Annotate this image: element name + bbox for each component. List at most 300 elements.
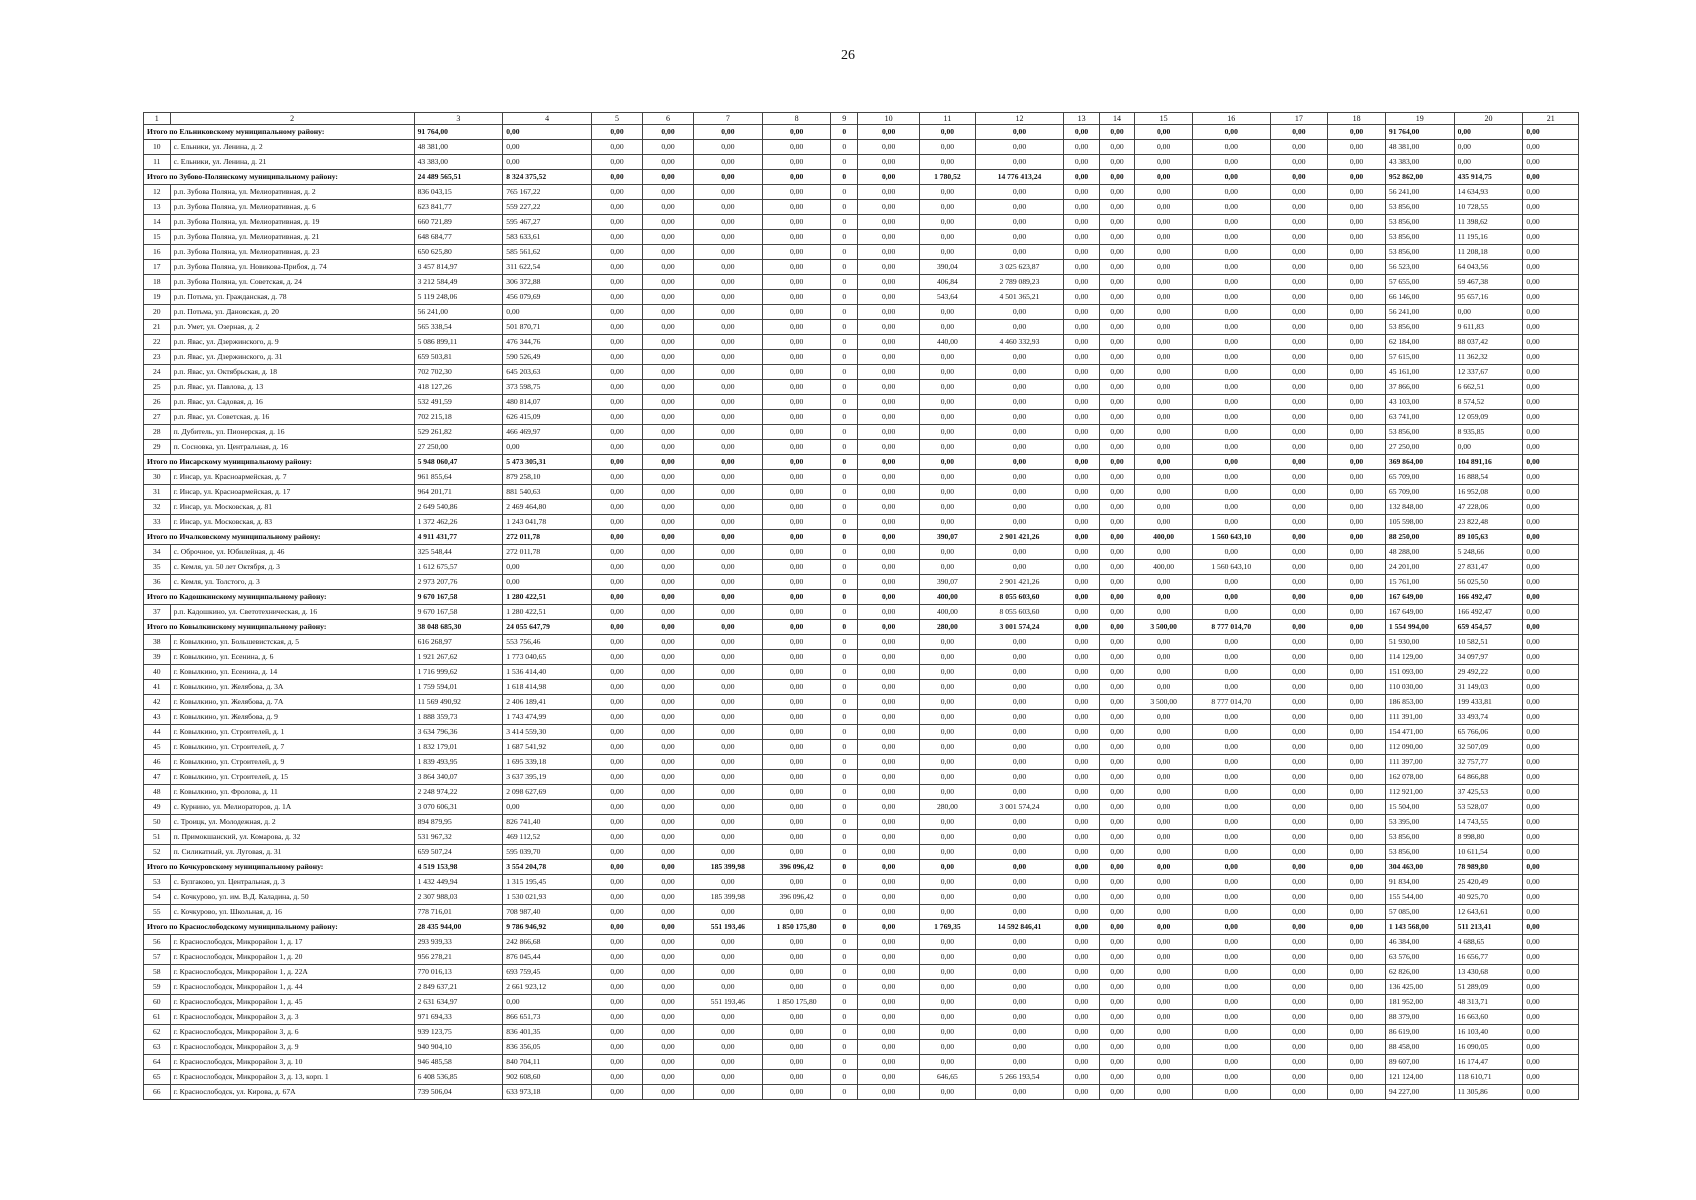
value-cell: 0,00 (762, 410, 831, 425)
value-cell: 0 (831, 740, 858, 755)
value-cell: 532 491,59 (414, 395, 503, 410)
value-cell: 16 888,54 (1454, 470, 1523, 485)
table-row (144, 740, 1579, 755)
value-cell: 0,00 (1270, 155, 1328, 170)
value-cell: 0,00 (1270, 845, 1328, 860)
row-number-cell: 31 (144, 485, 171, 500)
value-cell: 0,00 (642, 515, 693, 530)
value-cell: 0,00 (1099, 665, 1134, 680)
value-cell: 0,00 (693, 515, 762, 530)
value-cell: 14 634,93 (1454, 185, 1523, 200)
value-cell: 0,00 (693, 350, 762, 365)
row-number-cell: 27 (144, 410, 171, 425)
value-cell: 0,00 (920, 1025, 975, 1040)
value-cell: 0,00 (591, 275, 642, 290)
column-number-cell: 18 (1328, 113, 1386, 125)
value-cell: 24 489 565,51 (414, 170, 503, 185)
table-row (144, 470, 1579, 485)
value-cell: 0,00 (858, 245, 920, 260)
value-cell: 0,00 (1135, 320, 1193, 335)
value-cell: 0,00 (1270, 725, 1328, 740)
value-cell: 902 608,60 (503, 1070, 592, 1085)
column-number-cell: 3 (414, 113, 503, 125)
value-cell: 0,00 (591, 140, 642, 155)
value-cell: 0,00 (693, 590, 762, 605)
value-cell: 0,00 (1270, 875, 1328, 890)
row-number-cell: 20 (144, 305, 171, 320)
value-cell: 0,00 (1135, 1040, 1193, 1055)
value-cell: 0,00 (1270, 305, 1328, 320)
value-cell: 971 694,33 (414, 1010, 503, 1025)
value-cell: 0,00 (1192, 410, 1270, 425)
value-cell: 0 (831, 455, 858, 470)
value-cell: 0,00 (920, 815, 975, 830)
value-cell: 0,00 (858, 425, 920, 440)
value-cell: 0,00 (762, 170, 831, 185)
value-cell: 0,00 (1523, 755, 1579, 770)
value-cell: 0,00 (642, 830, 693, 845)
value-cell: 0 (831, 335, 858, 350)
value-cell: 0,00 (1523, 455, 1579, 470)
value-cell: 8 574,52 (1454, 395, 1523, 410)
row-number-cell: 45 (144, 740, 171, 755)
value-cell: 0,00 (1135, 965, 1193, 980)
value-cell: 2 631 634,97 (414, 995, 503, 1010)
table-row (144, 710, 1579, 725)
value-cell: 0,00 (1192, 875, 1270, 890)
value-cell: 0,00 (591, 830, 642, 845)
address-cell: п. Дубитель, ул. Пионерская, д. 16 (170, 425, 414, 440)
value-cell: 6 408 536,85 (414, 1070, 503, 1085)
value-cell: 325 548,44 (414, 545, 503, 560)
value-cell: 0,00 (1064, 830, 1099, 845)
value-cell: 1 921 267,62 (414, 650, 503, 665)
value-cell: 0,00 (1192, 230, 1270, 245)
row-number-cell: 36 (144, 575, 171, 590)
value-cell: 0,00 (975, 995, 1064, 1010)
value-cell: 0,00 (920, 485, 975, 500)
value-cell: 0,00 (1270, 650, 1328, 665)
value-cell: 0,00 (858, 1025, 920, 1040)
value-cell: 0,00 (1192, 365, 1270, 380)
value-cell: 0,00 (762, 830, 831, 845)
row-number-cell: 13 (144, 200, 171, 215)
value-cell: 0,00 (858, 890, 920, 905)
value-cell: 0,00 (1099, 440, 1134, 455)
value-cell: 0,00 (858, 605, 920, 620)
value-cell: 0 (831, 905, 858, 920)
value-cell: 0,00 (1328, 1010, 1386, 1025)
value-cell: 88 379,00 (1385, 1010, 1454, 1025)
value-cell: 0,00 (1099, 815, 1134, 830)
address-cell: с. Троицк, ул. Молодежная, д. 2 (170, 815, 414, 830)
value-cell: 511 213,41 (1454, 920, 1523, 935)
value-cell: 0 (831, 230, 858, 245)
value-cell: 0,00 (762, 665, 831, 680)
value-cell: 0,00 (975, 455, 1064, 470)
value-cell: 11 362,32 (1454, 350, 1523, 365)
value-cell: 0,00 (1064, 965, 1099, 980)
value-cell: 0,00 (975, 185, 1064, 200)
value-cell: 0 (831, 785, 858, 800)
value-cell: 56 241,00 (414, 305, 503, 320)
address-cell: г. Ковылкино, ул. Большевистская, д. 5 (170, 635, 414, 650)
value-cell: 0,00 (1328, 500, 1386, 515)
value-cell: 0,00 (1328, 1070, 1386, 1085)
value-cell: 0,00 (1270, 680, 1328, 695)
value-cell: 0,00 (503, 560, 592, 575)
value-cell: 0,00 (920, 710, 975, 725)
value-cell: 0,00 (693, 305, 762, 320)
value-cell: 0,00 (1270, 485, 1328, 500)
value-cell: 0,00 (1064, 275, 1099, 290)
value-cell: 0 (831, 1025, 858, 1040)
value-cell: 0,00 (762, 260, 831, 275)
value-cell: 0,00 (858, 335, 920, 350)
value-cell: 40 925,70 (1454, 890, 1523, 905)
value-cell: 0,00 (503, 440, 592, 455)
value-cell: 0,00 (1270, 830, 1328, 845)
value-cell: 0,00 (1523, 530, 1579, 545)
value-cell: 0,00 (920, 830, 975, 845)
value-cell: 33 493,74 (1454, 710, 1523, 725)
value-cell: 0,00 (642, 875, 693, 890)
value-cell: 0,00 (1523, 425, 1579, 440)
value-cell: 8 324 375,52 (503, 170, 592, 185)
value-cell: 0,00 (693, 650, 762, 665)
value-cell: 0 (831, 470, 858, 485)
value-cell: 0,00 (591, 245, 642, 260)
table-row (144, 290, 1579, 305)
value-cell: 2 248 974,22 (414, 785, 503, 800)
value-cell: 0,00 (693, 665, 762, 680)
value-cell: 0 (831, 620, 858, 635)
value-cell: 456 079,69 (503, 290, 592, 305)
district-total-label: Итого по Ельниковскому муниципальному району: (144, 125, 415, 140)
value-cell: 0,00 (693, 215, 762, 230)
column-number-cell: 8 (762, 113, 831, 125)
address-cell: с. Кочкурово, ул. Школьная, д. 16 (170, 905, 414, 920)
row-number-cell: 17 (144, 260, 171, 275)
table-row (144, 155, 1579, 170)
value-cell: 0,00 (693, 830, 762, 845)
value-cell: 0,00 (858, 590, 920, 605)
value-cell: 14 743,55 (1454, 815, 1523, 830)
value-cell: 0,00 (975, 875, 1064, 890)
value-cell: 0,00 (762, 560, 831, 575)
value-cell: 0,00 (1064, 800, 1099, 815)
value-cell: 0,00 (1099, 830, 1134, 845)
value-cell: 0,00 (1270, 695, 1328, 710)
value-cell: 0,00 (975, 215, 1064, 230)
value-cell: 0,00 (1523, 1070, 1579, 1085)
value-cell: 0,00 (1135, 905, 1193, 920)
value-cell: 0,00 (1523, 155, 1579, 170)
value-cell: 396 096,42 (762, 890, 831, 905)
value-cell: 0,00 (1454, 125, 1523, 140)
value-cell: 0,00 (1135, 575, 1193, 590)
address-cell: г. Инсар, ул. Московская, д. 83 (170, 515, 414, 530)
address-cell: г. Ковылкино, ул. Строителей, д. 1 (170, 725, 414, 740)
table-row (144, 905, 1579, 920)
value-cell: 0,00 (975, 770, 1064, 785)
value-cell: 0,00 (1099, 515, 1134, 530)
value-cell: 0,00 (693, 530, 762, 545)
column-number-cell: 9 (831, 113, 858, 125)
value-cell: 0 (831, 485, 858, 500)
value-cell: 0,00 (642, 890, 693, 905)
table-row (144, 1055, 1579, 1070)
value-cell: 5 119 248,06 (414, 290, 503, 305)
value-cell: 0,00 (1135, 830, 1193, 845)
value-cell: 0,00 (642, 455, 693, 470)
value-cell: 0,00 (693, 1040, 762, 1055)
address-cell: г. Ковылкино, ул. Строителей, д. 15 (170, 770, 414, 785)
row-number-cell: 38 (144, 635, 171, 650)
value-cell: 0,00 (762, 800, 831, 815)
value-cell: 939 123,75 (414, 1025, 503, 1040)
value-cell: 0,00 (591, 800, 642, 815)
value-cell: 0,00 (1328, 140, 1386, 155)
address-cell: р.п. Зубова Поляна, ул. Советская, д. 24 (170, 275, 414, 290)
value-cell: 0,00 (591, 500, 642, 515)
value-cell: 53 528,07 (1454, 800, 1523, 815)
table-row (144, 965, 1579, 980)
table-row (144, 1040, 1579, 1055)
value-cell: 770 016,13 (414, 965, 503, 980)
value-cell: 0,00 (762, 380, 831, 395)
value-cell: 0,00 (1064, 230, 1099, 245)
table-row (144, 1025, 1579, 1040)
value-cell: 1 372 462,26 (414, 515, 503, 530)
value-cell: 0,00 (1270, 575, 1328, 590)
value-cell: 0,00 (762, 470, 831, 485)
value-cell: 0,00 (1135, 365, 1193, 380)
value-cell: 23 822,48 (1454, 515, 1523, 530)
value-cell: 0,00 (1099, 230, 1134, 245)
value-cell: 0,00 (1270, 710, 1328, 725)
value-cell: 0,00 (858, 665, 920, 680)
value-cell: 151 093,00 (1385, 665, 1454, 680)
value-cell: 0,00 (693, 620, 762, 635)
value-cell: 0,00 (591, 695, 642, 710)
value-cell: 0,00 (1328, 740, 1386, 755)
value-cell: 0,00 (1328, 995, 1386, 1010)
value-cell: 0,00 (642, 620, 693, 635)
value-cell: 0,00 (975, 680, 1064, 695)
value-cell: 0,00 (858, 185, 920, 200)
value-cell: 0,00 (1270, 995, 1328, 1010)
value-cell: 0,00 (1192, 845, 1270, 860)
value-cell: 0,00 (1064, 875, 1099, 890)
value-cell: 0,00 (858, 620, 920, 635)
value-cell: 29 492,22 (1454, 665, 1523, 680)
value-cell: 0,00 (858, 710, 920, 725)
value-cell: 0 (831, 425, 858, 440)
row-number-cell: 43 (144, 710, 171, 725)
value-cell: 166 492,47 (1454, 605, 1523, 620)
value-cell: 0,00 (1523, 590, 1579, 605)
value-cell: 47 228,06 (1454, 500, 1523, 515)
value-cell: 0,00 (1192, 710, 1270, 725)
value-cell: 0,00 (1099, 635, 1134, 650)
value-cell: 0,00 (642, 320, 693, 335)
table-row (144, 545, 1579, 560)
value-cell: 480 814,07 (503, 395, 592, 410)
value-cell: 373 598,75 (503, 380, 592, 395)
row-number-cell: 28 (144, 425, 171, 440)
value-cell: 0,00 (693, 410, 762, 425)
value-cell: 0,00 (762, 335, 831, 350)
value-cell: 0,00 (642, 980, 693, 995)
value-cell: 0,00 (858, 650, 920, 665)
value-cell: 0,00 (1064, 500, 1099, 515)
column-number-cell: 16 (1192, 113, 1270, 125)
row-number-cell: 54 (144, 890, 171, 905)
value-cell: 2 789 089,23 (975, 275, 1064, 290)
value-cell: 0,00 (1523, 905, 1579, 920)
value-cell: 626 415,09 (503, 410, 592, 425)
table-row (144, 950, 1579, 965)
value-cell: 0,00 (1328, 725, 1386, 740)
value-cell: 1 716 999,62 (414, 665, 503, 680)
value-cell: 0,00 (1064, 395, 1099, 410)
value-cell: 0,00 (1328, 1085, 1386, 1100)
value-cell: 62 826,00 (1385, 965, 1454, 980)
address-cell: г. Краснослободск, Микрорайон 3, д. 13, корп. 1 (170, 1070, 414, 1085)
value-cell: 559 227,22 (503, 200, 592, 215)
value-cell: 0,00 (1135, 395, 1193, 410)
value-cell: 0,00 (975, 1085, 1064, 1100)
value-cell: 0,00 (1135, 605, 1193, 620)
value-cell: 0,00 (1523, 575, 1579, 590)
value-cell: 0,00 (762, 245, 831, 260)
value-cell: 48 381,00 (414, 140, 503, 155)
value-cell: 0,00 (1192, 680, 1270, 695)
value-cell: 0,00 (1135, 935, 1193, 950)
value-cell: 0,00 (1135, 755, 1193, 770)
value-cell: 0,00 (1099, 1040, 1134, 1055)
address-cell: г. Краснослободск, Микрорайон 3, д. 3 (170, 1010, 414, 1025)
value-cell: 0,00 (1270, 380, 1328, 395)
value-cell: 0,00 (1270, 1025, 1328, 1040)
value-cell: 0,00 (1454, 440, 1523, 455)
value-cell: 121 124,00 (1385, 1070, 1454, 1085)
value-cell: 8 998,80 (1454, 830, 1523, 845)
row-number-cell: 56 (144, 935, 171, 950)
value-cell: 0,00 (1135, 185, 1193, 200)
value-cell: 311 622,54 (503, 260, 592, 275)
value-cell: 6 662,51 (1454, 380, 1523, 395)
value-cell: 0,00 (1192, 860, 1270, 875)
column-number-cell: 20 (1454, 113, 1523, 125)
table-row (144, 350, 1579, 365)
value-cell: 0,00 (1099, 470, 1134, 485)
value-cell: 0,00 (1192, 605, 1270, 620)
table-row (144, 515, 1579, 530)
value-cell: 53 856,00 (1385, 230, 1454, 245)
value-cell: 0,00 (858, 410, 920, 425)
value-cell: 0,00 (1064, 740, 1099, 755)
value-cell: 0,00 (642, 1055, 693, 1070)
value-cell: 739 506,04 (414, 1085, 503, 1100)
value-cell: 3 001 574,24 (975, 620, 1064, 635)
value-cell: 0,00 (642, 260, 693, 275)
value-cell: 0,00 (1099, 185, 1134, 200)
value-cell: 0,00 (1135, 800, 1193, 815)
value-cell: 0,00 (693, 335, 762, 350)
value-cell: 531 967,32 (414, 830, 503, 845)
value-cell: 0,00 (1064, 710, 1099, 725)
district-total-row (144, 530, 1579, 545)
value-cell: 0,00 (920, 875, 975, 890)
address-cell: г. Ковылкино, ул. Строителей, д. 7 (170, 740, 414, 755)
value-cell: 0,00 (1192, 575, 1270, 590)
value-cell: 0,00 (1328, 185, 1386, 200)
value-cell: 0,00 (503, 575, 592, 590)
value-cell: 0,00 (1192, 1055, 1270, 1070)
value-cell: 765 167,22 (503, 185, 592, 200)
value-cell: 0,00 (1328, 290, 1386, 305)
column-number-cell: 12 (975, 113, 1064, 125)
table-row (144, 1085, 1579, 1100)
value-cell: 0,00 (642, 1010, 693, 1025)
table-row (144, 185, 1579, 200)
value-cell: 0,00 (1064, 785, 1099, 800)
value-cell: 13 430,68 (1454, 965, 1523, 980)
address-cell: с. Оброчное, ул. Юбилейная, д. 46 (170, 545, 414, 560)
value-cell: 118 610,71 (1454, 1070, 1523, 1085)
value-cell: 0,00 (858, 740, 920, 755)
value-cell: 16 090,05 (1454, 1040, 1523, 1055)
value-cell: 0,00 (1064, 155, 1099, 170)
value-cell: 0,00 (503, 125, 592, 140)
value-cell: 0,00 (1270, 245, 1328, 260)
value-cell: 0,00 (1135, 650, 1193, 665)
value-cell: 0,00 (762, 1025, 831, 1040)
value-cell: 551 193,46 (693, 995, 762, 1010)
value-cell: 57 655,00 (1385, 275, 1454, 290)
value-cell: 3 500,00 (1135, 620, 1193, 635)
value-cell: 0,00 (1270, 170, 1328, 185)
value-cell: 0,00 (1270, 560, 1328, 575)
row-number-cell: 30 (144, 470, 171, 485)
value-cell: 0,00 (503, 800, 592, 815)
value-cell: 565 338,54 (414, 320, 503, 335)
value-cell: 0,00 (1523, 845, 1579, 860)
value-cell: 0,00 (1270, 515, 1328, 530)
value-cell: 0,00 (920, 905, 975, 920)
value-cell: 0,00 (1192, 125, 1270, 140)
address-cell: г. Краснослободск, Микрорайон 1, д. 20 (170, 950, 414, 965)
value-cell: 0,00 (1192, 185, 1270, 200)
value-cell: 0,00 (1099, 575, 1134, 590)
value-cell: 15 761,00 (1385, 575, 1454, 590)
value-cell: 0,00 (1192, 770, 1270, 785)
value-cell: 0,00 (1135, 1085, 1193, 1100)
value-cell: 0 (831, 725, 858, 740)
value-cell: 43 103,00 (1385, 395, 1454, 410)
value-cell: 0,00 (1523, 740, 1579, 755)
value-cell: 0,00 (1523, 335, 1579, 350)
table-row (144, 245, 1579, 260)
address-cell: г. Инсар, ул. Московская, д. 81 (170, 500, 414, 515)
value-cell: 0,00 (1523, 965, 1579, 980)
value-cell: 0,00 (1064, 1025, 1099, 1040)
value-cell: 24 055 647,79 (503, 620, 592, 635)
value-cell: 0,00 (1192, 965, 1270, 980)
value-cell: 0,00 (1192, 245, 1270, 260)
